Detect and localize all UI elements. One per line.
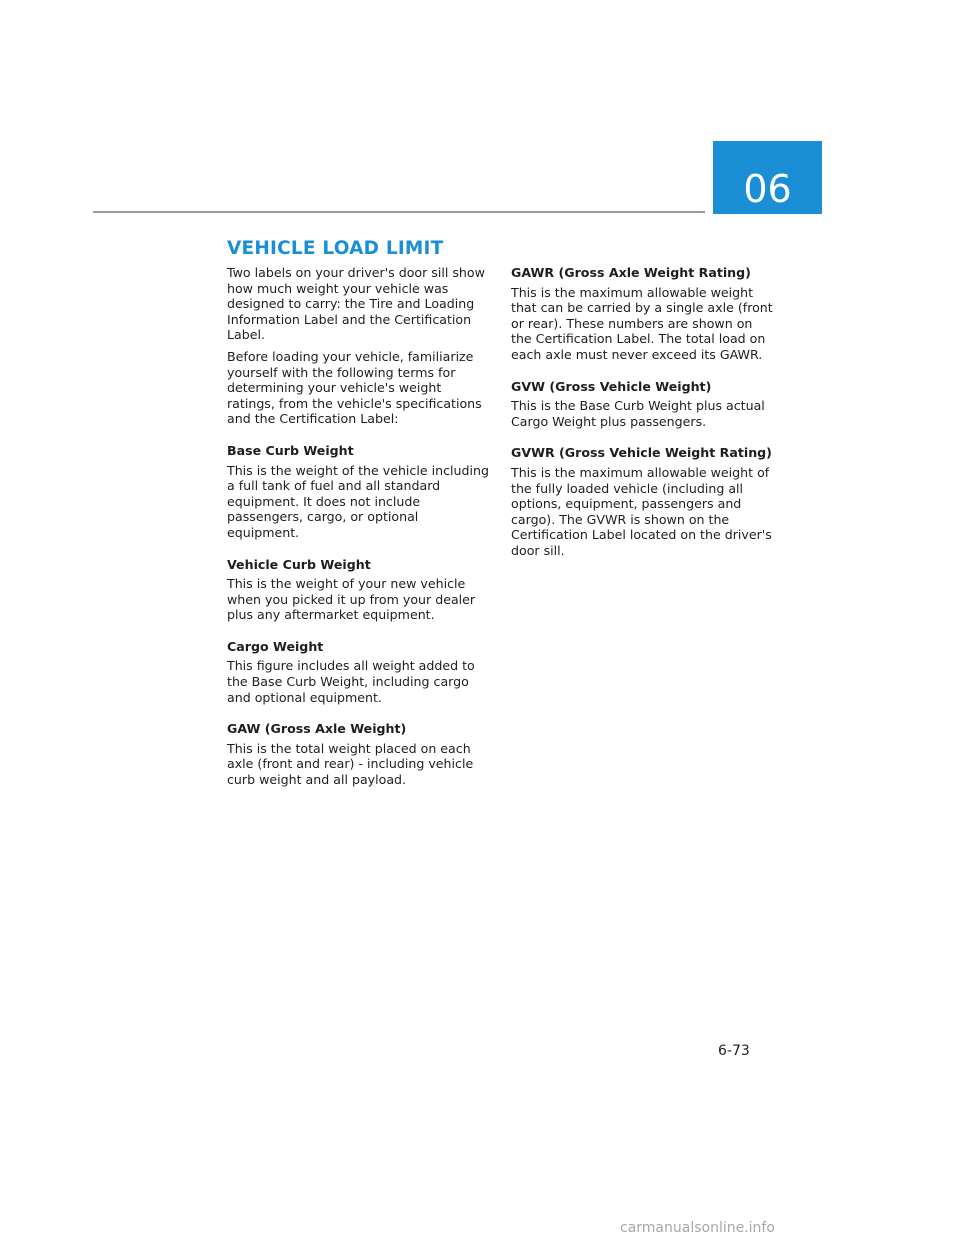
term-gvw — [511, 379, 773, 430]
term-body: This is the weight of the vehicle including a full tank of fuel and all standard equipment. It does not include passengers, cargo, or optional equipment. — [227, 462, 489, 540]
term-gaw — [227, 721, 489, 787]
term-body: This is the Base Curb Weight plus actual Cargo Weight plus passengers. — [511, 398, 765, 429]
section-title: VEHICLE LOAD LIMIT — [227, 238, 444, 259]
term-vehicle-curb-weight — [227, 557, 489, 623]
watermark: carmanualsonline.info — [620, 1220, 775, 1236]
term-body: This figure includes all weight added to the Base Curb Weight, including cargo and optional equipment. — [227, 658, 475, 705]
term-base-curb-weight — [227, 443, 489, 541]
term-heading: Cargo Weight — [227, 638, 324, 654]
term-body: This is the weight of your new vehicle when you picked it up from your dealer plus any aftermarket equipment. — [227, 576, 476, 623]
intro-paragraph: Two labels on your driver's door sill show how much weight your vehicle was designed to carry: the Tire and Loading Information Label and the Certification Label. — [227, 265, 485, 343]
term-heading: Vehicle Curb Weight — [227, 556, 371, 572]
chapter-tab — [713, 141, 822, 214]
term-heading: GVW (Gross Vehicle Weight) — [511, 378, 712, 394]
term-cargo-weight — [227, 639, 489, 705]
chapter-number: 06 — [743, 166, 792, 211]
term-heading: GAW (Gross Axle Weight) — [227, 721, 407, 737]
page-number: 6-73 — [718, 1043, 750, 1059]
term-gvwr — [511, 445, 773, 558]
left-column — [227, 265, 489, 804]
header-rule — [93, 211, 705, 213]
term-gawr — [511, 265, 773, 363]
term-heading: Base Curb Weight — [227, 442, 354, 458]
right-column — [511, 265, 773, 575]
term-heading: GAWR (Gross Axle Weight Rating) — [511, 265, 751, 280]
term-body: This is the maximum allowable weight of the fully loaded vehicle (including all options, equipment, passengers and cargo). The GVWR is shown on the Certification Label located on the driver's door sill. — [511, 464, 772, 558]
intro-paragraph: Before loading your vehicle, familiarize yourself with the following terms for determining your vehicle's weight ratings, from the vehicle's specifications and the Certification Label: — [227, 348, 482, 427]
term-body: This is the total weight placed on each axle (front and rear) - including vehicle curb weight and all payload. — [227, 740, 474, 788]
term-body: This is the maximum allowable weight that can be carried by a single axle (front or rear). These numbers are shown on the Certification Label. The total load on each axle must never exceed its GAWR. — [511, 284, 773, 362]
term-heading: GVWR (Gross Vehicle Weight Rating) — [511, 445, 772, 461]
